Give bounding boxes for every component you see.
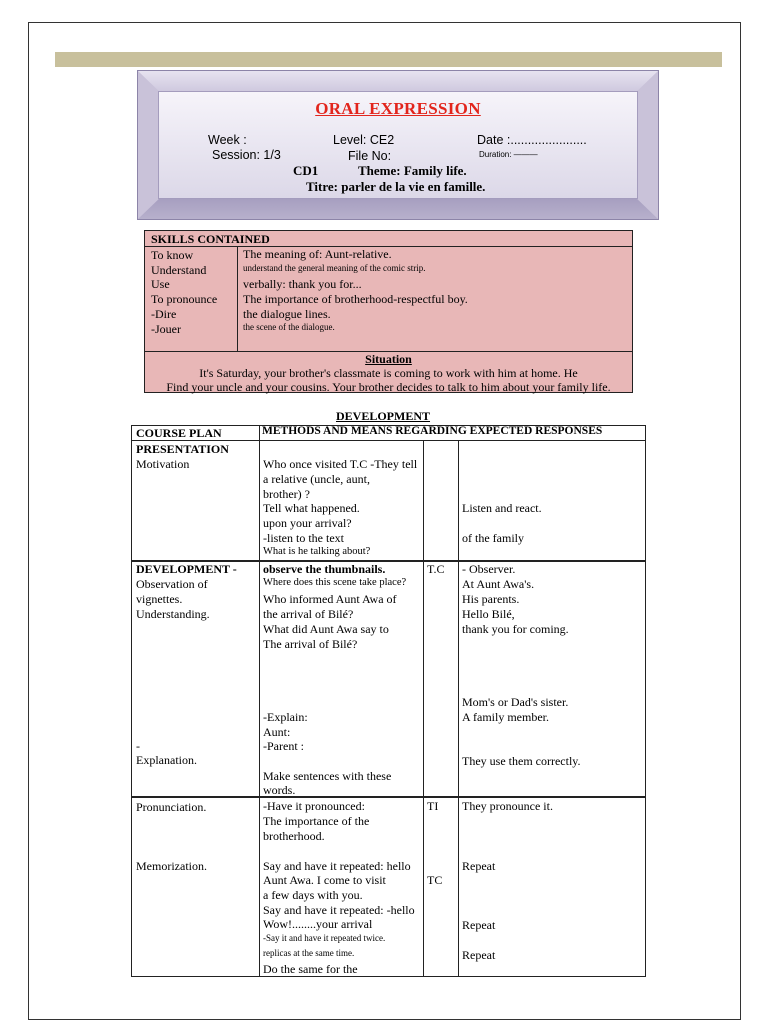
plan-item: Observation of [136, 577, 208, 591]
response-line: Hello Bilé, [462, 607, 515, 621]
plan-item: DEVELOPMENT - [136, 562, 237, 576]
method-line: Tell what happened. [263, 501, 360, 515]
situation-text: It's Saturday, your brother's classmate is coming to work with him at home. He [199, 366, 578, 380]
mode-label: TC [427, 873, 443, 887]
method-line: What is he talking about? [263, 546, 371, 557]
method-line: words. [263, 783, 296, 797]
method-line: -Have it pronounced: [263, 799, 365, 813]
method-line: -listen to the text [263, 531, 344, 545]
response-line: Repeat [462, 948, 496, 962]
response-line: Repeat [462, 918, 496, 932]
skill-name: To know [151, 248, 194, 262]
response-line: They use them correctly. [462, 754, 581, 768]
column-divider [458, 441, 459, 976]
plan-item: Pronunciation. [136, 800, 207, 814]
response-line: At Aunt Awa's. [462, 577, 535, 591]
plan-item: Memorization. [136, 859, 207, 873]
method-line: Aunt: [263, 725, 291, 739]
header-panel [158, 91, 638, 199]
response-line: - Observer. [462, 562, 516, 576]
method-line: What did Aunt Awa say to [263, 622, 389, 636]
header-course-plan: COURSE PLAN [136, 426, 222, 440]
method-line: Say and have it repeated: -hello [263, 903, 415, 917]
method-line: Do the same for the [263, 962, 358, 976]
situation-text: Find your uncle and your cousins. Your brother decides to talk to him about your family life. [166, 380, 611, 394]
response-line: Listen and react. [462, 501, 542, 515]
response-line: thank you for coming. [462, 622, 569, 636]
method-line: brother) ? [263, 487, 310, 501]
response-line: A family member. [462, 710, 549, 724]
header-methods: METHODS AND MEANS REGARDING EXPECTED RESPONSES [262, 425, 603, 437]
skill-name: Understand [151, 263, 207, 277]
mode-label: TI [427, 799, 439, 813]
method-line: observe the thumbnails. [263, 562, 386, 576]
method-line: The importance of the [263, 814, 370, 828]
session-label: Session: 1/3 [212, 148, 281, 162]
skill-name: Use [151, 277, 170, 291]
plan-item: Motivation [136, 457, 190, 471]
method-line: Make sentences with these [263, 769, 392, 783]
method-line: Aunt Awa. I come to visit [263, 873, 386, 887]
skills-table [144, 230, 633, 393]
cd-label: CD1 [293, 163, 319, 178]
method-line: Say and have it repeated: hello [263, 859, 411, 873]
method-line: -Say it and have it repeated twice. [263, 933, 386, 943]
date-label: Date :...................... [477, 133, 587, 147]
plan-item: Understanding. [136, 607, 210, 621]
method-line: the arrival of Bilé? [263, 607, 354, 621]
skill-name: -Dire [151, 307, 177, 321]
response-line: of the family [462, 531, 524, 545]
skill-content: The meaning of: Aunt-relative. [243, 247, 392, 261]
method-line: Wow!........your arrival [263, 917, 373, 931]
skills-column-divider [237, 247, 238, 351]
response-line: Repeat [462, 859, 496, 873]
method-line: -Explain: [263, 710, 308, 724]
response-line: They pronounce it. [462, 799, 553, 813]
method-line: Who once visited T.C -They tell [263, 457, 418, 471]
skill-name: To pronounce [151, 292, 218, 306]
method-line: The arrival of Bilé? [263, 637, 358, 651]
response-line: His parents. [462, 592, 520, 606]
method-line: brotherhood. [263, 829, 325, 843]
week-label: Week : [208, 133, 247, 147]
situation-title: Situation [365, 352, 412, 366]
method-line: -Parent : [263, 739, 304, 753]
method-line: Where does this scene take place? [263, 577, 407, 588]
file-no-label: File No: [348, 149, 392, 163]
method-line: a few days with you. [263, 888, 363, 902]
plan-item: vignettes. [136, 592, 183, 606]
skill-content: The importance of brotherhood-respectful boy. [243, 292, 468, 306]
duration-label: Duration: ——— [479, 150, 538, 159]
plan-item: - [136, 739, 140, 753]
column-divider [259, 426, 260, 976]
skill-content: the scene of the dialogue. [243, 322, 335, 332]
header-box [137, 70, 659, 220]
method-line: replicas at the same time. [263, 948, 355, 958]
method-line: Who informed Aunt Awa of [263, 592, 397, 606]
mode-label: T.C [427, 562, 445, 576]
method-line: a relative (uncle, aunt, [263, 472, 370, 486]
skill-content: verbally: thank you for... [243, 277, 362, 291]
row-divider [132, 796, 645, 798]
plan-item: PRESENTATION [136, 442, 229, 456]
development-title: DEVELOPMENT [336, 409, 431, 423]
theme-label: Theme: Family life. [358, 163, 467, 178]
level-label: Level: CE2 [333, 133, 395, 147]
skill-content: the dialogue lines. [243, 307, 331, 321]
page-title: ORAL EXPRESSION [315, 99, 481, 118]
column-divider [423, 441, 424, 976]
titre-label: Titre: parler de la vie en famille. [306, 179, 486, 194]
skill-content: understand the general meaning of the comic strip. [243, 263, 426, 273]
skills-header: SKILLS CONTAINED [151, 232, 270, 246]
top-band [55, 52, 722, 67]
plan-item: Explanation. [136, 753, 197, 767]
response-line: Mom's or Dad's sister. [462, 695, 569, 709]
development-table [131, 425, 646, 977]
method-line: upon your arrival? [263, 516, 352, 530]
skill-name: -Jouer [151, 322, 181, 336]
